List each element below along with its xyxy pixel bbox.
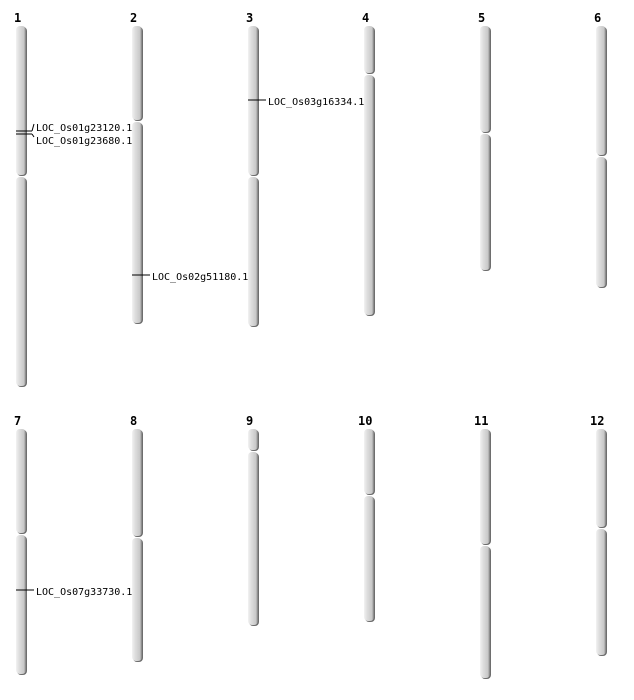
short-arm: [364, 429, 374, 494]
gene-leader: [32, 124, 34, 131]
long-arm: [364, 75, 374, 315]
gene-marker-group: [16, 97, 364, 598]
gene-label: LOC_Os02g51180.1: [152, 272, 249, 283]
long-arm: [16, 535, 26, 674]
gene-label: LOC_Os03g16334.1: [268, 97, 365, 108]
chromosome-group: [14, 11, 607, 679]
gene-leader: [32, 134, 34, 137]
gene-label: LOC_Os01g23680.1: [36, 136, 133, 147]
chromosome-label: 7: [14, 414, 22, 428]
gene-marker: [16, 587, 132, 598]
chromosome-2: [130, 11, 143, 324]
chromosome-11: [474, 414, 491, 679]
chromosome-1: [14, 11, 27, 387]
chromosome-6: [594, 11, 607, 288]
chromosome-9: [246, 414, 259, 626]
chromosome-8: [130, 414, 143, 662]
chromosome-12: [590, 414, 607, 656]
gene-label: LOC_Os01g23120.1: [36, 123, 133, 134]
gene-label: LOC_Os07g33730.1: [36, 587, 133, 598]
short-arm: [480, 429, 490, 544]
long-arm: [248, 177, 258, 326]
chromosome-5: [478, 11, 491, 271]
short-arm: [132, 26, 142, 120]
long-arm: [364, 496, 374, 621]
short-arm: [480, 26, 490, 132]
short-arm: [248, 429, 258, 450]
long-arm: [16, 177, 26, 386]
short-arm: [16, 429, 26, 533]
gene-marker: [132, 272, 248, 283]
chromosome-label: 12: [590, 414, 605, 428]
chromosome-label: 9: [246, 414, 254, 428]
short-arm: [596, 429, 606, 527]
short-arm: [16, 26, 26, 175]
long-arm: [596, 157, 606, 287]
short-arm: [364, 26, 374, 73]
long-arm: [248, 452, 258, 625]
chromosome-label: 10: [358, 414, 373, 428]
long-arm: [480, 134, 490, 270]
long-arm: [480, 546, 490, 678]
chromosome-label: 1: [14, 11, 22, 25]
gene-marker: [16, 134, 132, 147]
gene-marker: [16, 123, 132, 134]
short-arm: [596, 26, 606, 155]
long-arm: [132, 122, 142, 323]
chromosome-label: 5: [478, 11, 486, 25]
long-arm: [132, 538, 142, 661]
chromosome-7: [14, 414, 27, 675]
chromosome-label: 8: [130, 414, 138, 428]
chromosome-4: [362, 11, 375, 316]
chromosome-label: 2: [130, 11, 138, 25]
chromosome-label: 11: [474, 414, 489, 428]
short-arm: [132, 429, 142, 536]
long-arm: [596, 529, 606, 655]
chromosome-label: 3: [246, 11, 254, 25]
chromosome-10: [358, 414, 375, 622]
chromosome-label: 6: [594, 11, 602, 25]
gene-marker: [248, 97, 364, 108]
chromosome-label: 4: [362, 11, 370, 25]
